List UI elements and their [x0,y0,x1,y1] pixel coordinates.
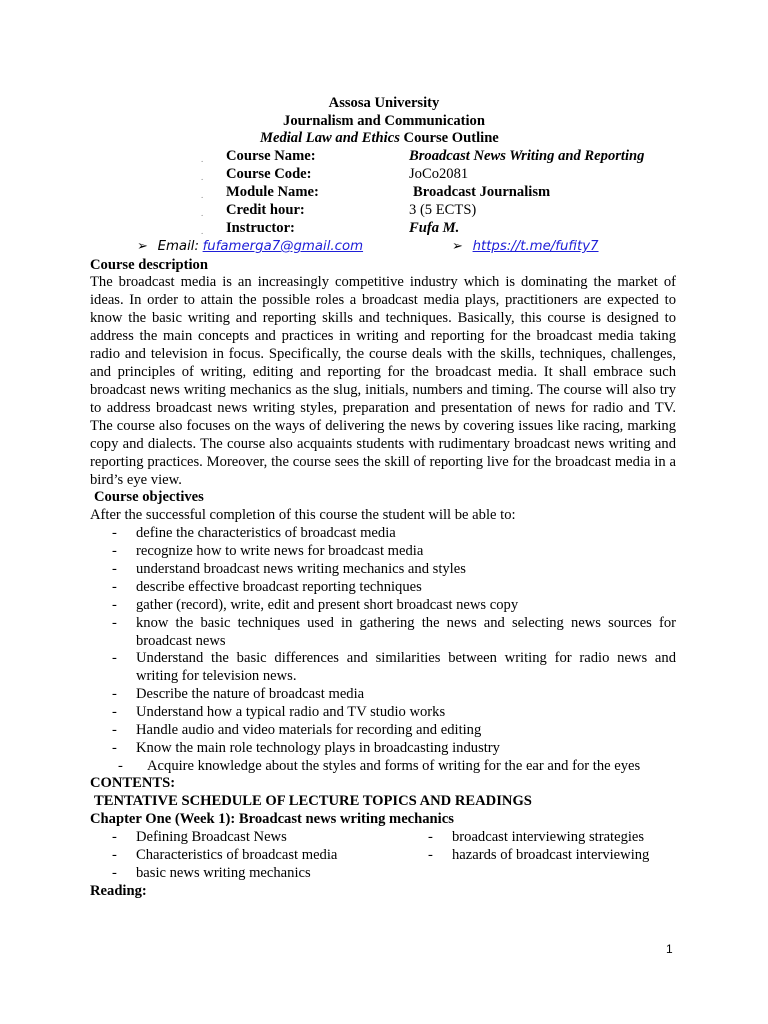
reading-heading: Reading: [90,883,147,899]
course-description-text: The broadcast media is an increasingly competitive industry which is dominating the market of ideas. In order to attain the possible roles a broadcast media plays, practitioners are expected to know the basic writing and reporting skills and techniques. Basically, this course is designed to address the main concepts and practices in writing and reporting for the broadcast media taking radio and television in focus. Specifically, the course deals with the skills, techniques, challenges, and principles of writing, editing and reporting for the broadcast media. It shall embrace such broadcast news writing mechanics as the slug, initials, numbers and timing. The course will also try to address broadcast news writing styles, preparation and presentation of news for radio and TV. The course also focuses on the ways of delivering the news by covering issues like racing, marking copy and dialects. The course also acquaints students with rudimentary broadcast news writing and reporting practices. Moreover, the course sees the skill of reporting live for the broadcast media in a bird’s eye view. [90,274,676,488]
dash-bullet: - [112,704,117,720]
objective-text: recognize how to write news for broadcast media [136,543,424,559]
objective-text: know the basic techniques used in gathering the news and selecting news sources for broadcast news [136,615,676,649]
objective-item [90,757,676,775]
instructor-value: Fufa M. [409,220,460,236]
objective-text: gather (record), write, edit and present short broadcast news copy [136,597,519,613]
chapter-prefix: Chapter One (Week 1): [90,811,239,827]
email-link[interactable]: fufamerga7@gmail.com [202,239,364,254]
objective-item [90,524,676,542]
arrow-bullet-icon: ➢ [452,239,463,254]
arrow-bullet-icon: ➢ [137,239,148,254]
course-code-value: JoCo2081 [409,166,469,182]
objective-item [90,649,676,685]
chapter-title: Broadcast news writing mechanics [238,811,454,827]
dash-bullet: - [428,847,433,863]
objective-item [90,739,676,757]
row-marker: . [201,154,204,164]
module-name-value: Broadcast Journalism [413,184,551,200]
topic-text: broadcast interviewing strategies [452,829,645,845]
contents-heading: CONTENTS: [90,775,176,791]
objective-item [90,685,676,703]
objective-text: describe effective broadcast reporting techniques [136,579,422,595]
objective-item [90,721,676,739]
topic-item [112,864,311,882]
objective-text: understand broadcast news writing mechanics and styles [136,561,466,577]
course-description-heading: Course description [90,257,208,273]
dash-bullet: - [112,650,117,666]
course-objectives-heading: Course objectives [94,489,204,505]
objective-text: Know the main role technology plays in broadcasting industry [136,740,500,756]
objective-item [90,596,676,614]
objective-text: define the characteristics of broadcast media [136,525,396,541]
dash-bullet: - [112,686,117,702]
objective-text: Handle audio and video materials for recording and editing [136,722,482,738]
page-number: 1 [666,942,673,956]
dash-bullet: - [112,561,117,577]
module-name-label: Module Name: [226,184,319,200]
objective-item [90,578,676,596]
topic-item [428,846,649,864]
telegram-link[interactable]: https://t.me/fufity7 [472,239,599,254]
dash-bullet: - [112,525,117,541]
dash-bullet: - [118,758,123,774]
dash-bullet: - [428,829,433,845]
telegram-line [452,237,599,256]
topic-text: Characteristics of broadcast media [136,847,338,863]
instructor-label: Instructor: [226,220,295,236]
course-name-value: Broadcast News Writing and Reporting [409,148,645,164]
course-name-label: Course Name: [226,148,316,164]
dash-bullet: - [112,579,117,595]
email-label: Email: [157,239,199,254]
topic-item [112,828,287,846]
topic-text: hazards of broadcast interviewing [452,847,650,863]
dash-bullet: - [112,597,117,613]
dash-bullet: - [112,847,117,863]
topic-text: Defining Broadcast News [136,829,287,845]
objective-text: Acquire knowledge about the styles and forms of writing for the ear and for the eyes [147,758,641,774]
department-title: Journalism and Communication [283,113,485,129]
objective-text: Understand how a typical radio and TV studio works [136,704,446,720]
dash-bullet: - [112,615,117,631]
outline-title [260,129,499,147]
row-marker: . [201,172,204,182]
schedule-heading: TENTATIVE SCHEDULE OF LECTURE TOPICS AND READINGS [94,793,532,809]
objective-text: Understand the basic differences and similarities between writing for radio news and writing for television news. [136,650,676,684]
topic-item [428,828,644,846]
dash-bullet: - [112,740,117,756]
objective-item [90,560,676,578]
email-line [137,237,363,256]
objectives-intro: After the successful completion of this course the student will be able to: [90,507,516,523]
row-marker: . [201,226,204,236]
dash-bullet: - [112,543,117,559]
topic-text: basic news writing mechanics [136,865,311,881]
outline-title-rest: Course Outline [399,130,499,146]
objective-item [90,614,676,650]
dash-bullet: - [112,722,117,738]
chapter-one-heading [90,810,454,828]
topic-item [112,846,337,864]
dash-bullet: - [112,829,117,845]
university-title: Assosa University [328,95,440,111]
row-marker: . [201,208,204,218]
outline-title-italic: Medial Law and Ethics [260,130,400,146]
credit-hour-label: Credit hour: [226,202,305,218]
dash-bullet: - [112,865,117,881]
objective-item [90,703,676,721]
credit-hour-value: 3 (5 ECTS) [409,202,477,218]
row-marker: . [201,190,204,200]
objective-item [90,542,676,560]
objective-text: Describe the nature of broadcast media [136,686,365,702]
course-code-label: Course Code: [226,166,312,182]
